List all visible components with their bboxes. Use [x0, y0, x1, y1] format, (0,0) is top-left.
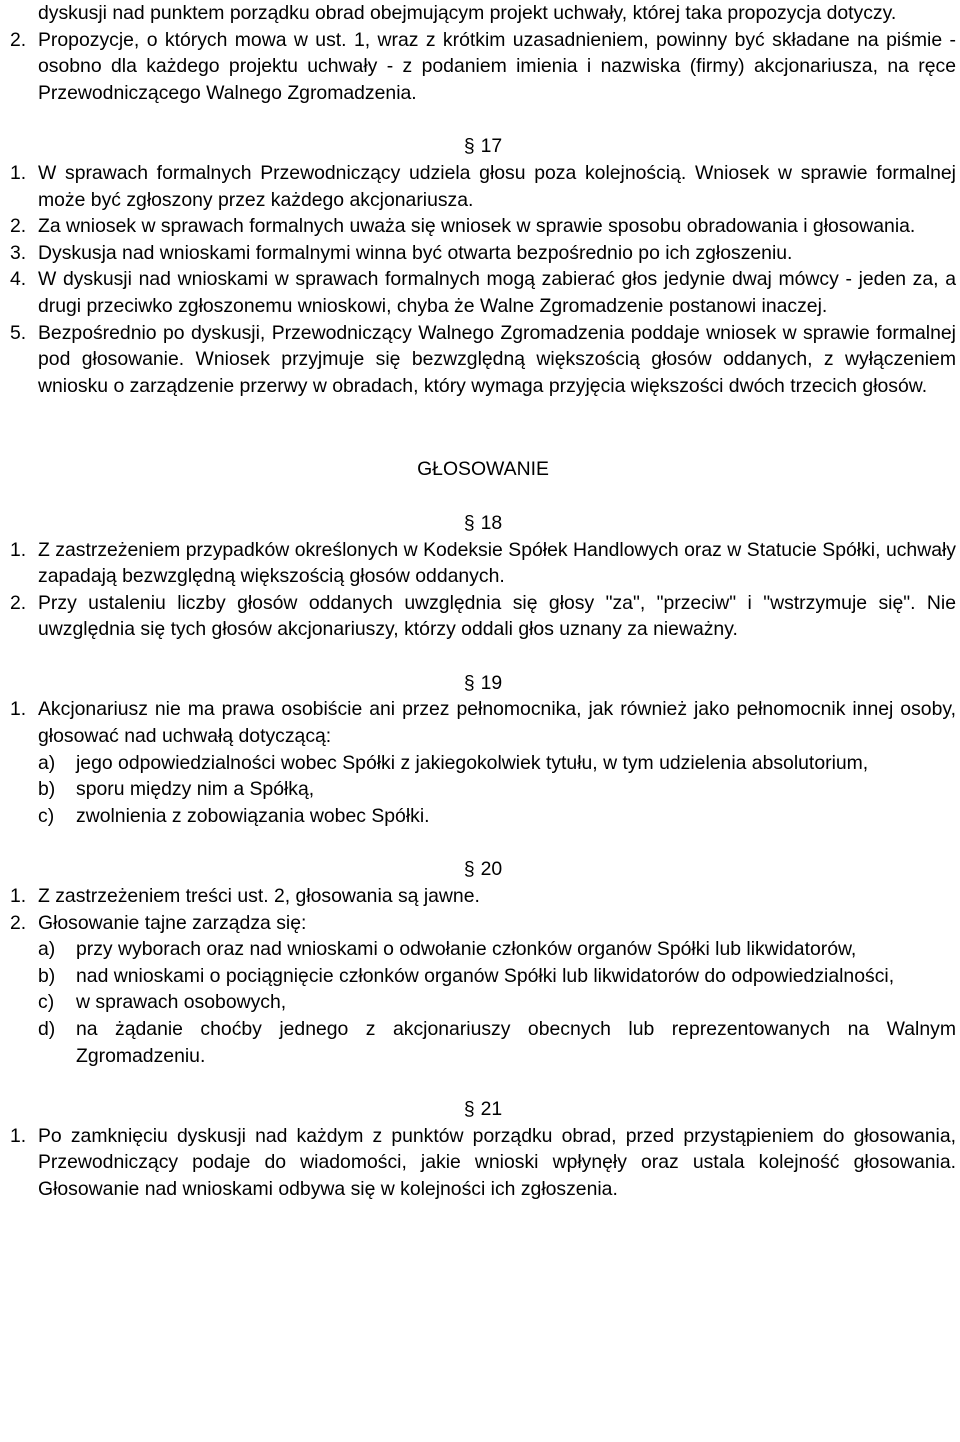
section-19-subitem-c: [10, 803, 956, 830]
item-number: 2.: [10, 911, 27, 934]
section-17-item-2: [10, 213, 956, 240]
section-18-item-2: [10, 590, 956, 643]
section-sign-icon: §: [463, 858, 475, 881]
subitem-letter: a): [38, 751, 56, 774]
section-20-subitem-b: [10, 963, 956, 990]
item-text: Dyskusja nad wnioskami formalnymi winna być otwarta bezpośrednio po ich zgłoszeniu.: [38, 241, 793, 264]
section-17-item-1: [10, 160, 956, 213]
section-21-item-1: [10, 1123, 956, 1203]
section-20-item-1: [10, 883, 956, 910]
item-number: 1.: [10, 538, 27, 561]
subitem-letter: b): [38, 964, 56, 987]
section-17-item-4: [10, 266, 956, 319]
section-17-item-5: [10, 320, 956, 400]
item-text: Bezpośrednio po dyskusji, Przewodniczący Walnego Zgromadzenia poddaje wniosek w sprawie formalnej pod głosowanie. Wniosek przyjmuje się bezwzględną większością głosów oddanych, z wyłączeniem wniosku o zarządzenie przerwy w obradach, który wymaga przyjęcia większości dwóch trzecich głosów.: [38, 321, 956, 397]
section-18-item-1: [10, 537, 956, 590]
section-16-item-2: [10, 27, 956, 107]
item-text: W dyskusji nad wnioskami w sprawach formalnych mogą zabierać głos jedynie dwaj mówcy - jeden za, a drugi przeciwko zgłoszonemu wnioskowi, chyba że Walne Zgromadzenie postanowi inaczej.: [38, 268, 956, 317]
item-number: 2.: [10, 215, 27, 238]
section-sign-icon: §: [463, 511, 475, 534]
section-20-subitem-c: [10, 989, 956, 1016]
subitem-letter: c): [38, 804, 55, 827]
section-19-subitem-b: [10, 776, 956, 803]
item-number: 5.: [10, 321, 27, 344]
section-17-heading: [10, 133, 956, 160]
section-17-item-3: [10, 240, 956, 267]
item-number: 1.: [10, 885, 27, 908]
subitem-text: na żądanie choćby jednego z akcjonariuszy obecnych lub reprezentowanych na Walnym Zgromadzeniu.: [76, 1018, 956, 1067]
section-20-heading: [10, 856, 956, 883]
subitem-letter: c): [38, 991, 55, 1014]
item-number: 1.: [10, 698, 27, 721]
section-20-subitem-d: [10, 1016, 956, 1069]
subitem-letter: a): [38, 938, 56, 961]
lead-paragraph: dyskusji nad punktem porządku obrad obejmującym projekt uchwały, której taka propozycja dotyczy.: [38, 2, 897, 24]
item-number: 4.: [10, 268, 27, 291]
item-text: Akcjonariusz nie ma prawa osobiście ani przez pełnomocnika, jak również jako pełnomocnik innej osoby, głosować nad uchwałą dotyczącą:: [38, 698, 956, 748]
subitem-text: jego odpowiedzialności wobec Spółki z jakiegokolwiek tytułu, w tym udzielenia absolutorium,: [76, 751, 869, 774]
subitem-text: w sprawach osobowych,: [76, 991, 287, 1014]
item-text: Z zastrzeżeniem przypadków określonych w Kodeksie Spółek Handlowych oraz w Statucie Spółki, uchwały zapadają bezwzględną większością głosów oddanych.: [38, 538, 956, 588]
section-19-subitem-a: [10, 750, 956, 777]
glosowanie-heading: GŁOSOWANIE: [417, 458, 549, 481]
section-sign-icon: §: [463, 671, 475, 694]
section-18-heading: [10, 510, 956, 537]
section-number: 17: [480, 135, 503, 158]
subitem-letter: d): [38, 1018, 56, 1040]
subitem-letter: b): [38, 778, 56, 801]
section-number: 21: [480, 1098, 503, 1121]
item-text: Przy ustaleniu liczby głosów oddanych uwzględnia się głosy "za", "przeciw" i "wstrzymuje się". Nie uwzględnia się tych głosów akcjonariuszy, którzy oddali głos uznany za nieważny.: [38, 591, 956, 641]
section-21-heading: [10, 1096, 956, 1123]
section-number: 20: [480, 858, 503, 881]
item-text: Propozycje, o których mowa w ust. 1, wraz z krótkim uzasadnieniem, powinny być składane na piśmie - osobno dla każdego projektu uchwały - z podaniem imienia i nazwiska (firmy) akcjonariusza, na ręce Przewodniczącego Walnego Zgromadzenia.: [38, 28, 956, 104]
item-text: W sprawach formalnych Przewodniczący udziela głosu poza kolejnością. Wniosek w sprawie formalnej może być zgłoszony przez każdego akcjonariusza.: [38, 161, 956, 211]
item-text: Za wniosek w sprawach formalnych uważa się wniosek w sprawie sposobu obradowania i głosowania.: [38, 215, 916, 238]
section-sign-icon: §: [463, 135, 475, 158]
section-sign-icon: §: [463, 1098, 475, 1121]
section-20-item-2: [10, 910, 956, 937]
subitem-text: nad wnioskami o pociągnięcie członków organów Spółki lub likwidatorów do odpowiedzialności,: [76, 964, 895, 987]
document-page: [10, 0, 956, 1203]
subitem-text: przy wyborach oraz nad wnioskami o odwołanie członków organów Spółki lub likwidatorów,: [76, 938, 857, 961]
section-number: 19: [480, 671, 503, 694]
section-19-heading: [10, 670, 956, 697]
section-20-subitem-a: [10, 936, 956, 963]
item-text: Głosowanie tajne zarządza się:: [38, 911, 307, 934]
item-number: 2.: [10, 28, 27, 51]
item-text: Po zamknięciu dyskusji nad każdym z punktów porządku obrad, przed przystąpieniem do głosowania, Przewodniczący podaje do wiadomości, jakie wnioski wpłynęły oraz ustala kolejność głosowania. Głosowanie nad wnioskami odbywa się w kolejności ich zgłoszenia.: [38, 1124, 956, 1200]
section-number: 18: [480, 511, 503, 534]
item-number: 1.: [10, 161, 27, 184]
item-text: Z zastrzeżeniem treści ust. 2, głosowania są jawne.: [38, 885, 480, 908]
section-19-item-1: [10, 696, 956, 749]
item-number: 3.: [10, 241, 27, 264]
item-number: 1.: [10, 1124, 27, 1147]
subitem-text: sporu między nim a Spółką,: [76, 778, 315, 801]
item-number: 2.: [10, 591, 27, 614]
subitem-text: zwolnienia z zobowiązania wobec Spółki.: [76, 804, 430, 827]
